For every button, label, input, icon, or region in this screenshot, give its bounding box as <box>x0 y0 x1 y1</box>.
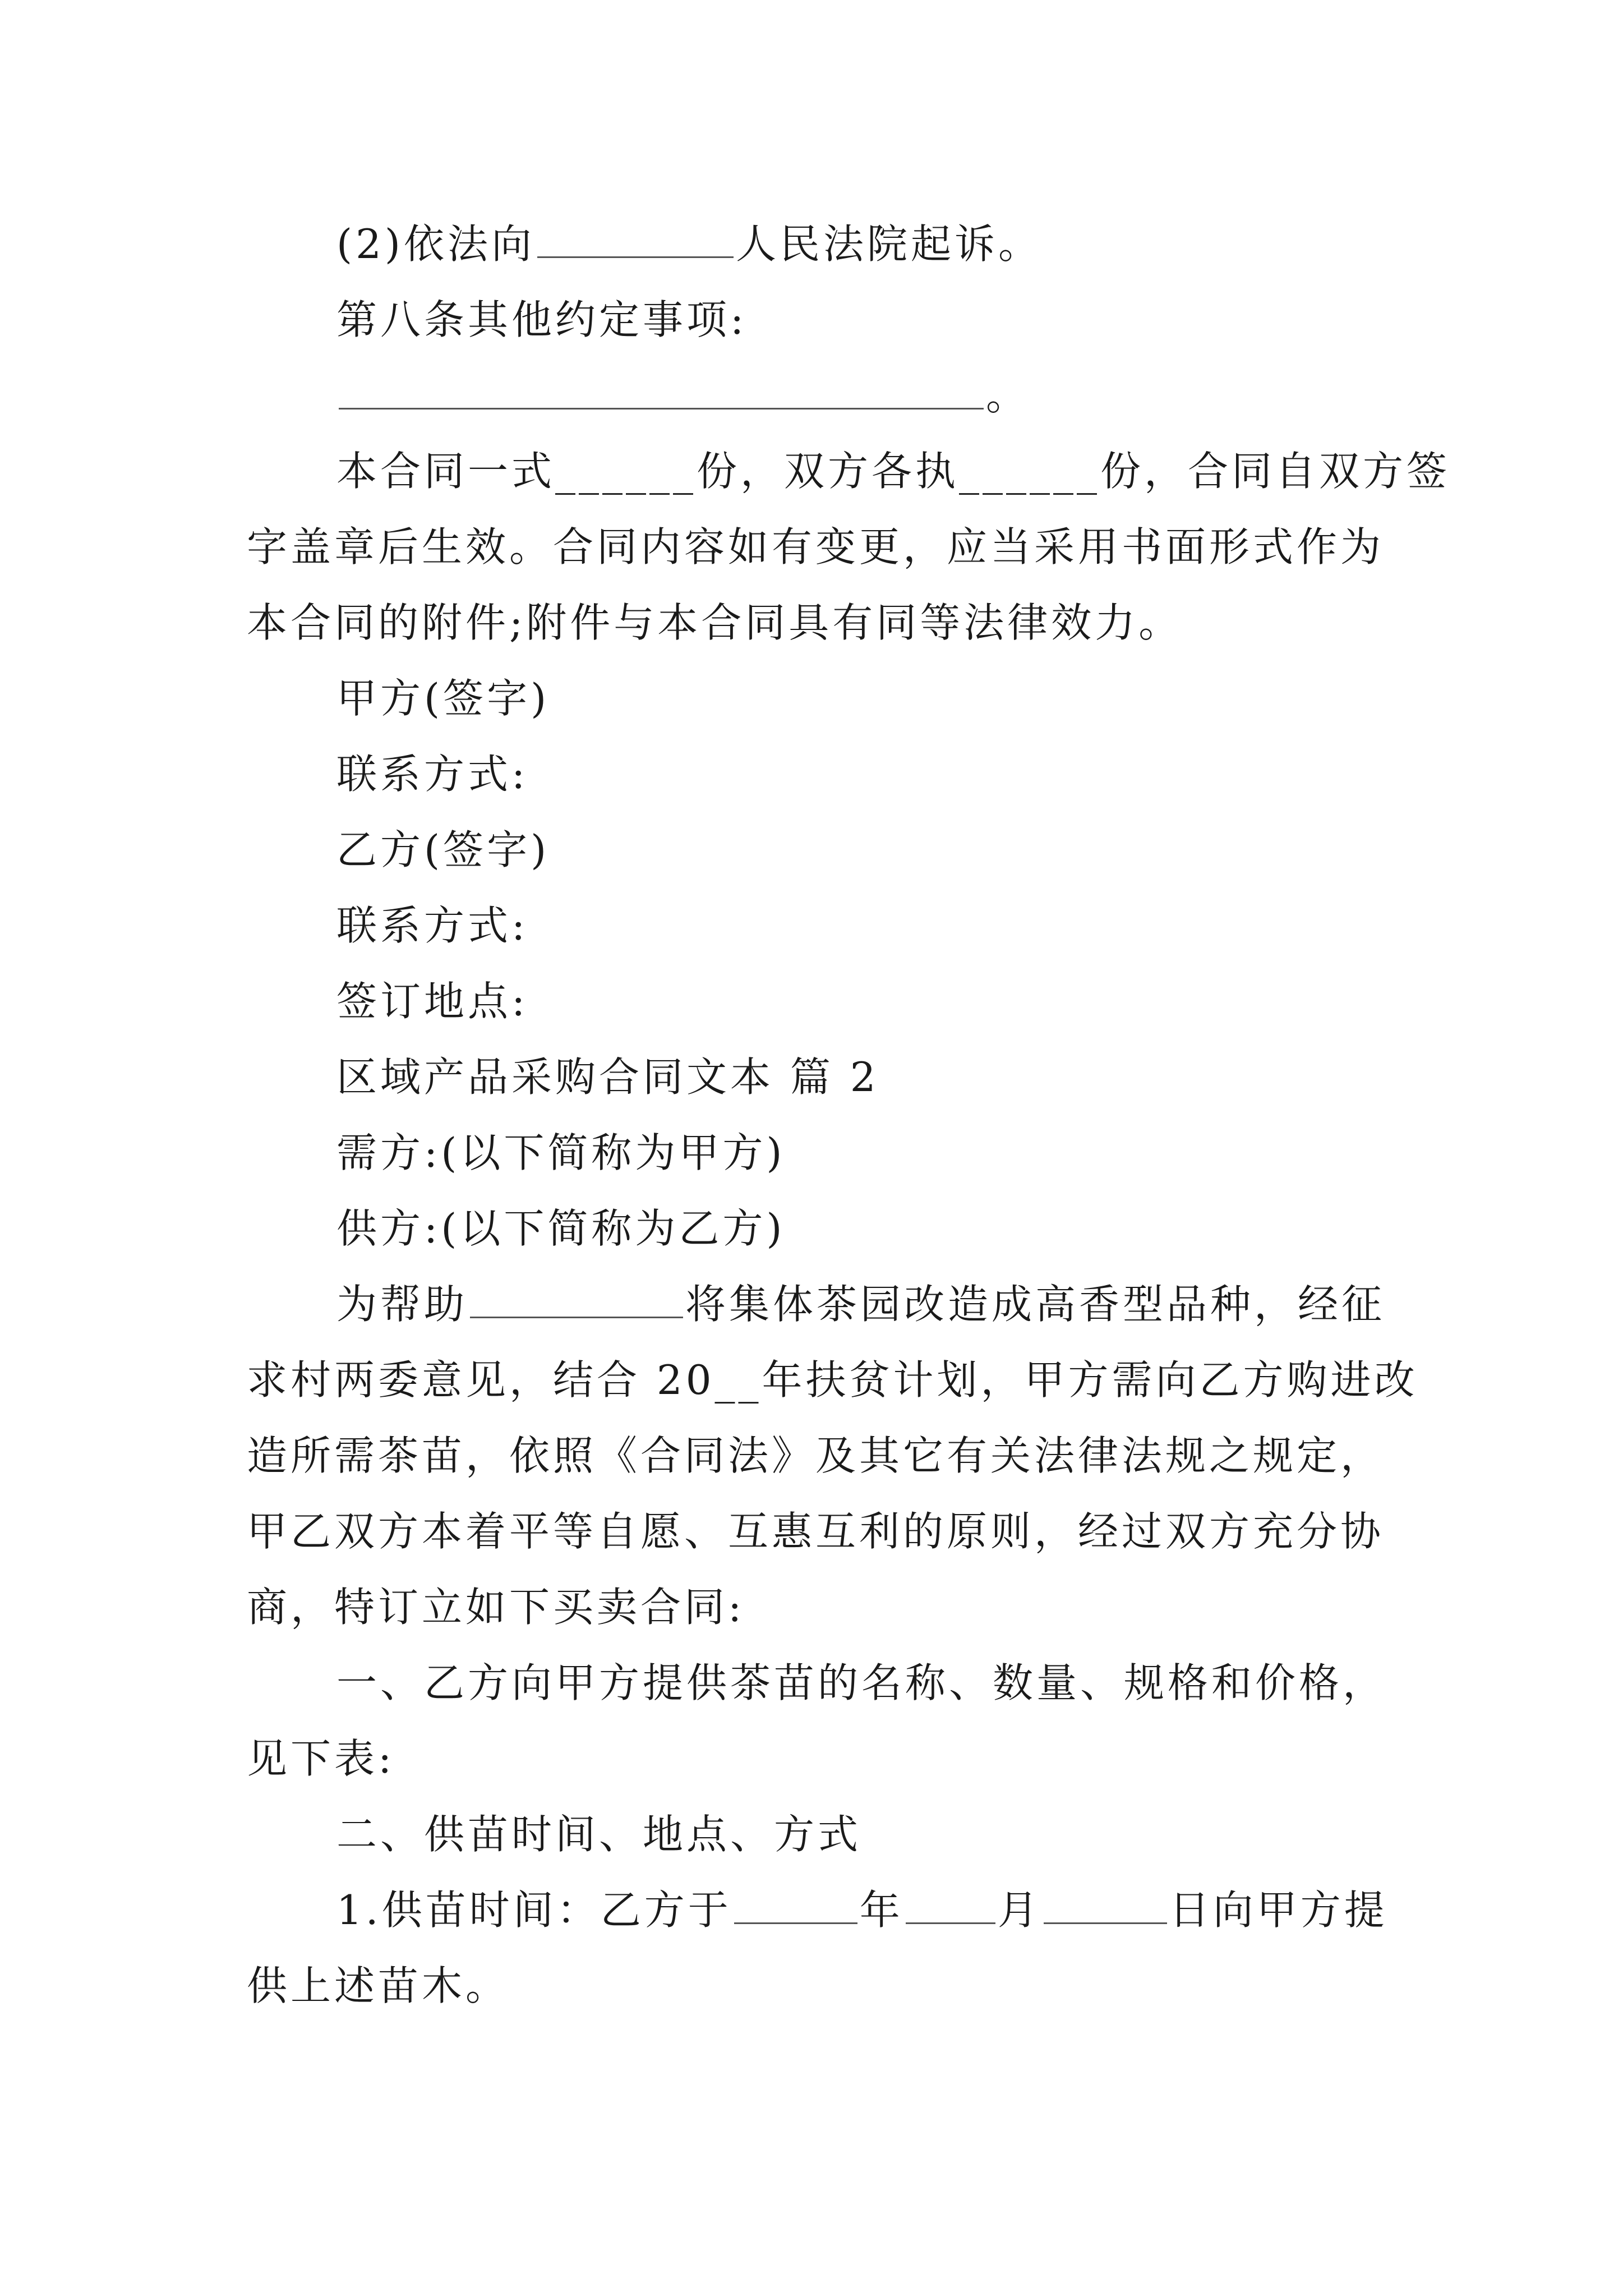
line-text: 将集体茶园改造成高香型品种，经征 <box>685 1281 1386 1328</box>
buyer-line: 需方:(以下简称为甲方) <box>336 1129 786 1176</box>
clause-one: 一、乙方向甲方提供茶苗的名称、数量、规格和价格， <box>336 1659 1387 1706</box>
article-eight-blank-line <box>336 367 1030 424</box>
supply-time-line <box>336 1882 1388 1938</box>
party-a-signature: 甲方(签字) <box>336 675 550 722</box>
line-text: 人民法院起诉。 <box>736 220 1043 268</box>
line-text: 。 <box>986 372 1030 419</box>
supplier-line: 供方:(以下简称为乙方) <box>336 1205 786 1252</box>
fill-blank-year <box>734 1888 857 1924</box>
preamble-line: 商，特订立如下买卖合同: <box>247 1584 745 1631</box>
article-eight-heading: 第八条其他约定事项: <box>336 296 748 343</box>
supply-time-cont: 供上述苗木。 <box>247 1962 510 2009</box>
line-text: 日向甲方提 <box>1169 1887 1388 1934</box>
preamble-line: 求村两委意见，结合 20__年扶贫计划，甲方需向乙方购进改 <box>247 1356 1418 1404</box>
line-text: 月 <box>997 1887 1041 1934</box>
party-b-signature: 乙方(签字) <box>336 826 550 873</box>
fill-blank-other-matters <box>339 373 984 409</box>
line-text: 1.供苗时间：乙方于 <box>336 1887 732 1934</box>
paragraph-line: 字盖章后生效。合同内容如有变更，应当采用书面形式作为 <box>247 523 1385 570</box>
preamble-line: 甲乙双方本着平等自愿、互惠互利的原则，经过双方充分协 <box>247 1508 1385 1555</box>
fill-blank-day <box>1044 1888 1167 1924</box>
fill-blank-help <box>470 1282 683 1318</box>
party-b-contact: 联系方式: <box>336 902 529 949</box>
line-text: 为帮助 <box>336 1281 468 1328</box>
clause-one-cont: 见下表: <box>247 1735 395 1782</box>
section-title: 区域产品采购合同文本 篇 2 <box>336 1053 879 1101</box>
preamble-line <box>336 1276 1385 1332</box>
fill-blank-court <box>537 222 734 258</box>
party-a-contact: 联系方式: <box>336 751 529 798</box>
line-text: (2)依法向 <box>336 220 535 268</box>
signing-place: 签订地点: <box>336 978 529 1025</box>
preamble-line: 造所需茶苗，依照《合同法》及其它有关法律法规之规定， <box>247 1432 1385 1479</box>
clause-court <box>336 216 1042 272</box>
paragraph-line: 本合同一式______份，双方各执______份，合同自双方签 <box>336 448 1451 495</box>
clause-two: 二、供苗时间、地点、方式 <box>336 1811 862 1858</box>
line-text: 年 <box>859 1887 903 1934</box>
fill-blank-month <box>906 1888 995 1924</box>
paragraph-line: 本合同的附件;附件与本合同具有同等法律效力。 <box>247 599 1183 646</box>
